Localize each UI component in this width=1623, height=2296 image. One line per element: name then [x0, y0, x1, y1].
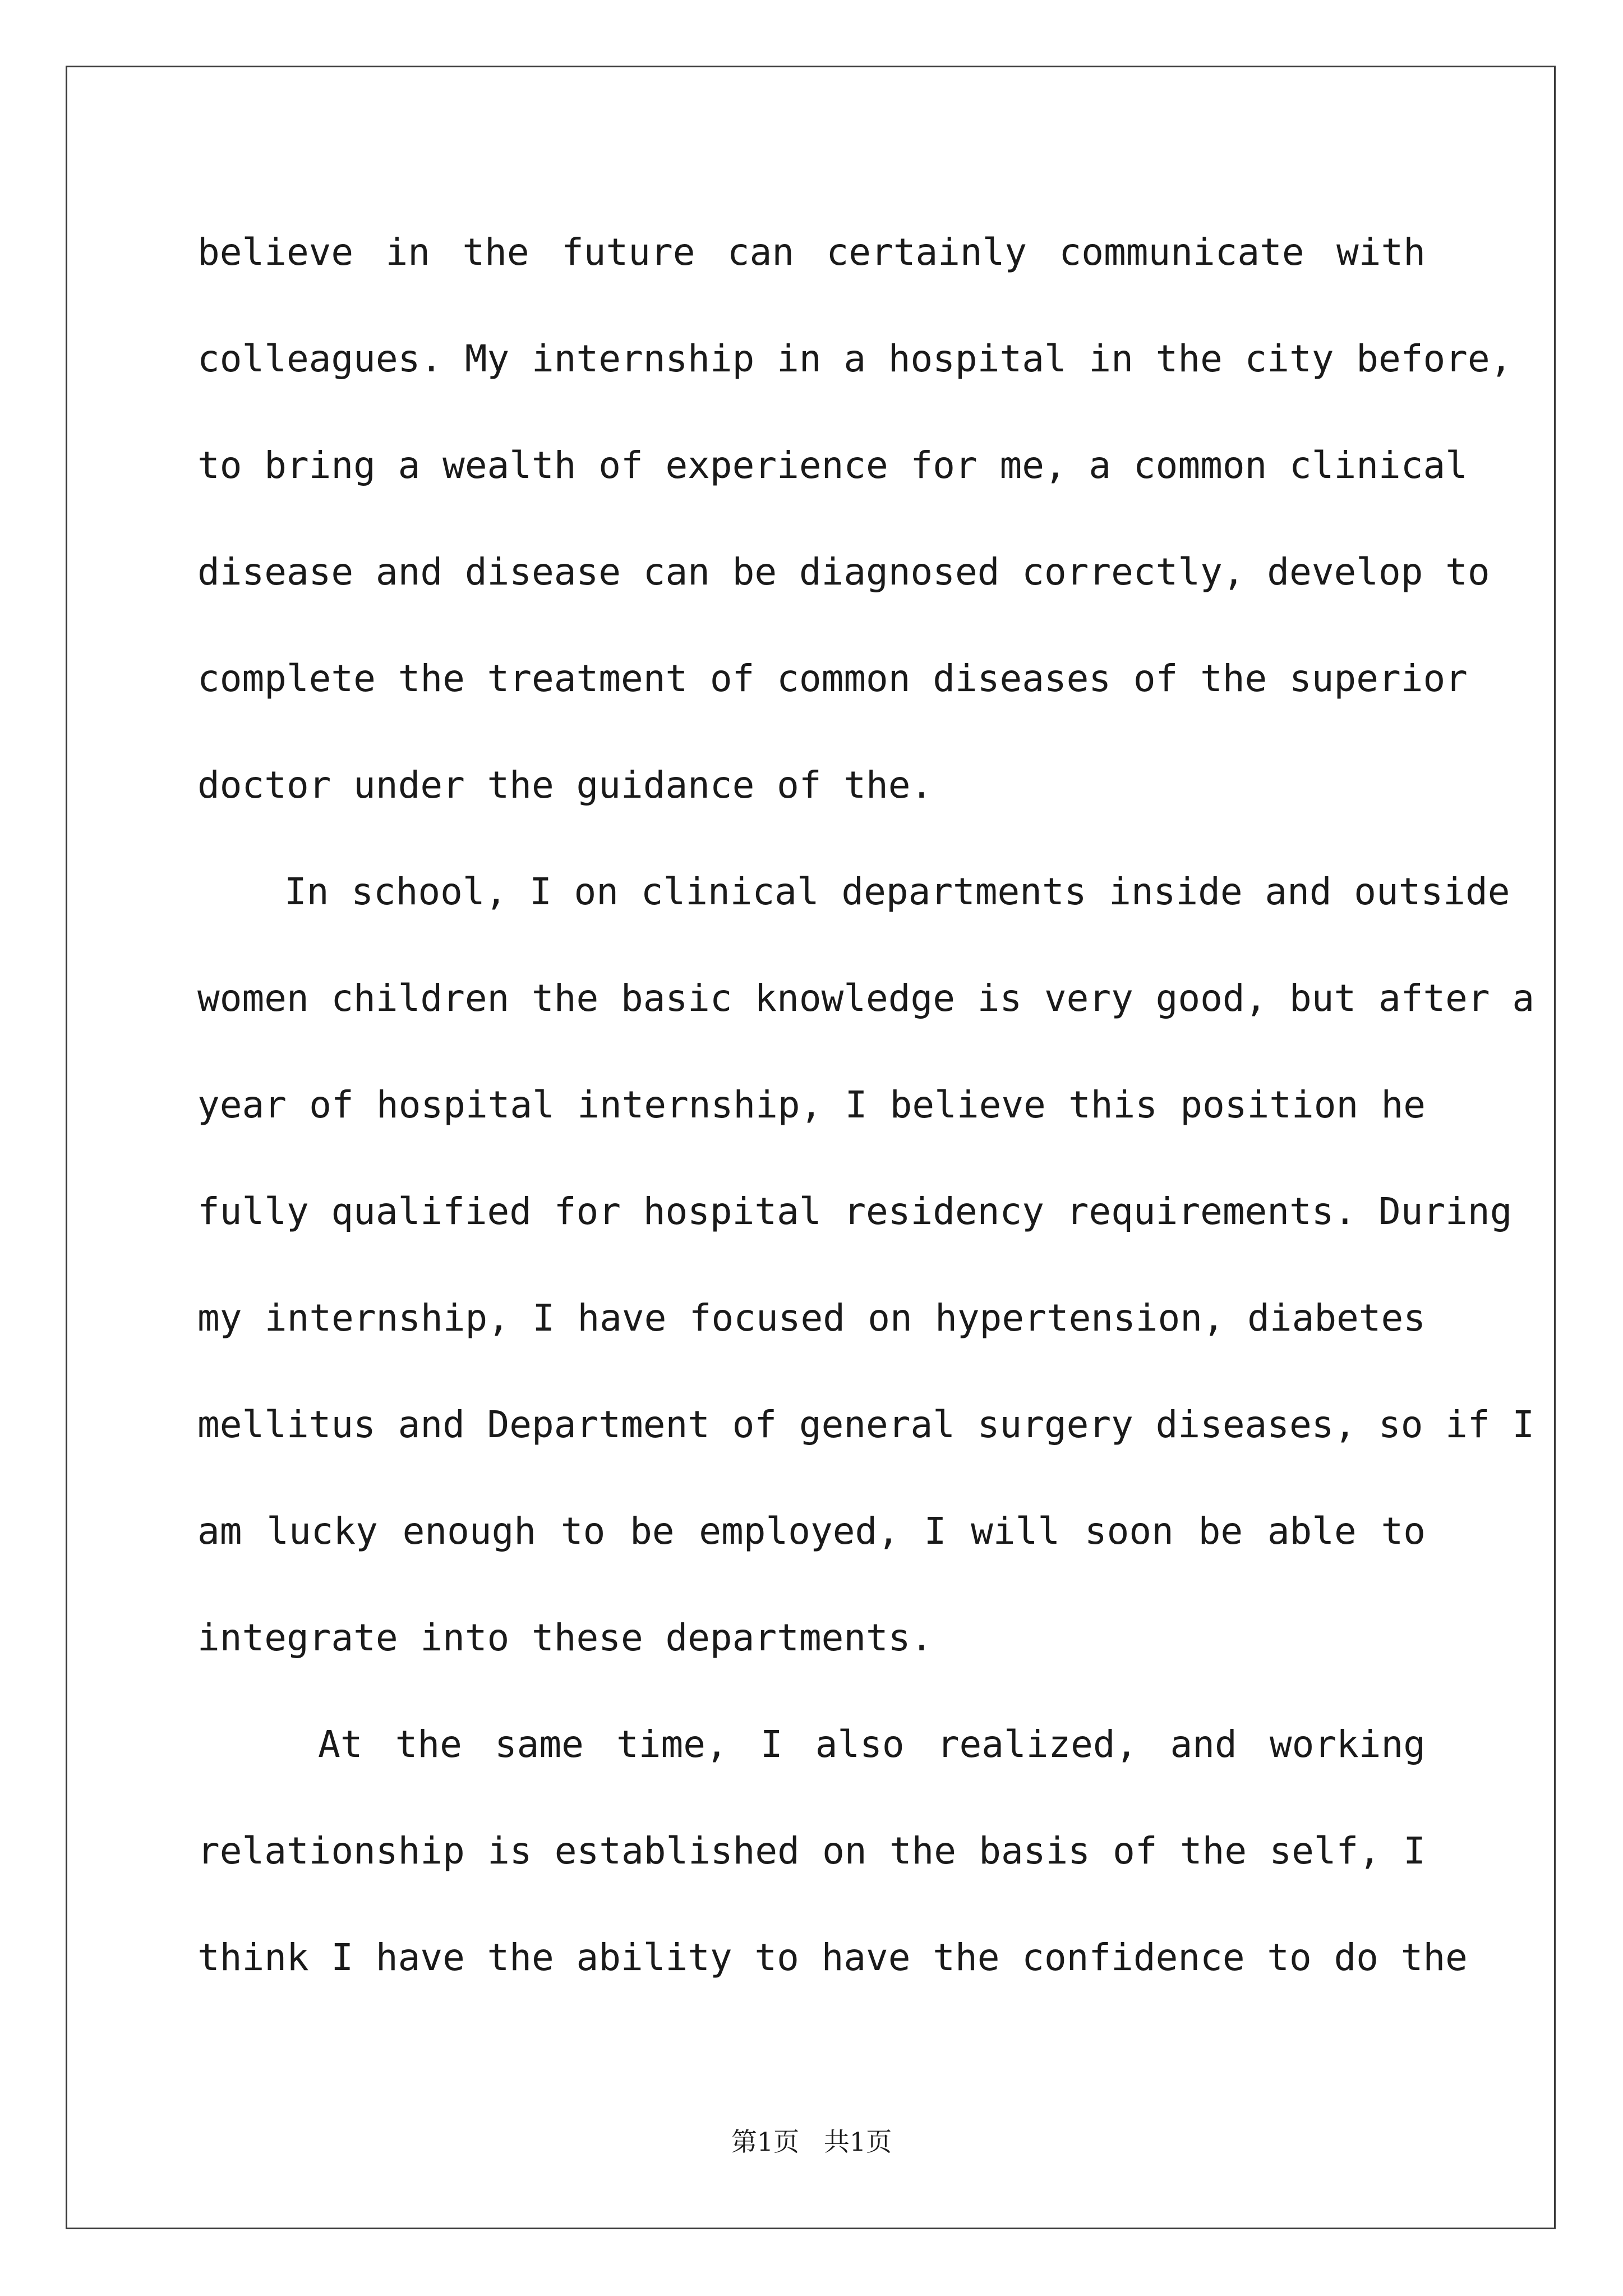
text-line: fully qualified for hospital residency requirements. During [197, 1190, 1513, 1233]
page-number-footer: 第1页 共1页 [731, 2127, 892, 2157]
text-line: year of hospital internship, I believe this position he [197, 1083, 1426, 1126]
text-line: think I have the ability to have the confidence to do the [197, 1936, 1468, 1979]
text-line: to bring a wealth of experience for me, a common clinical [197, 444, 1468, 487]
text-line: In school, I on clinical departments inside and outside [284, 870, 1510, 913]
text-line: doctor under the guidance of the. [197, 763, 933, 807]
text-line: At the same time, I also realized, and working [318, 1723, 1426, 1766]
text-line: colleagues. My internship in a hospital in the city before, [197, 337, 1513, 380]
text-line: believe in the future can certainly communicate with [197, 231, 1426, 274]
text-line: mellitus and Department of general surgery diseases, so if I [197, 1403, 1535, 1446]
text-line: am lucky enough to be employed, I will soon be able to [197, 1510, 1426, 1553]
text-line: my internship, I have focused on hypertension, diabetes [197, 1296, 1426, 1340]
text-line: relationship is established on the basis of the self, I [197, 1829, 1426, 1872]
text-line: integrate into these departments. [197, 1616, 933, 1659]
text-line: women children the basic knowledge is very good, but after a [197, 977, 1535, 1020]
text-line: disease and disease can be diagnosed correctly, develop to [197, 550, 1490, 593]
text-line: complete the treatment of common diseases of the superior [197, 657, 1468, 700]
document-body [197, 210, 1535, 2022]
